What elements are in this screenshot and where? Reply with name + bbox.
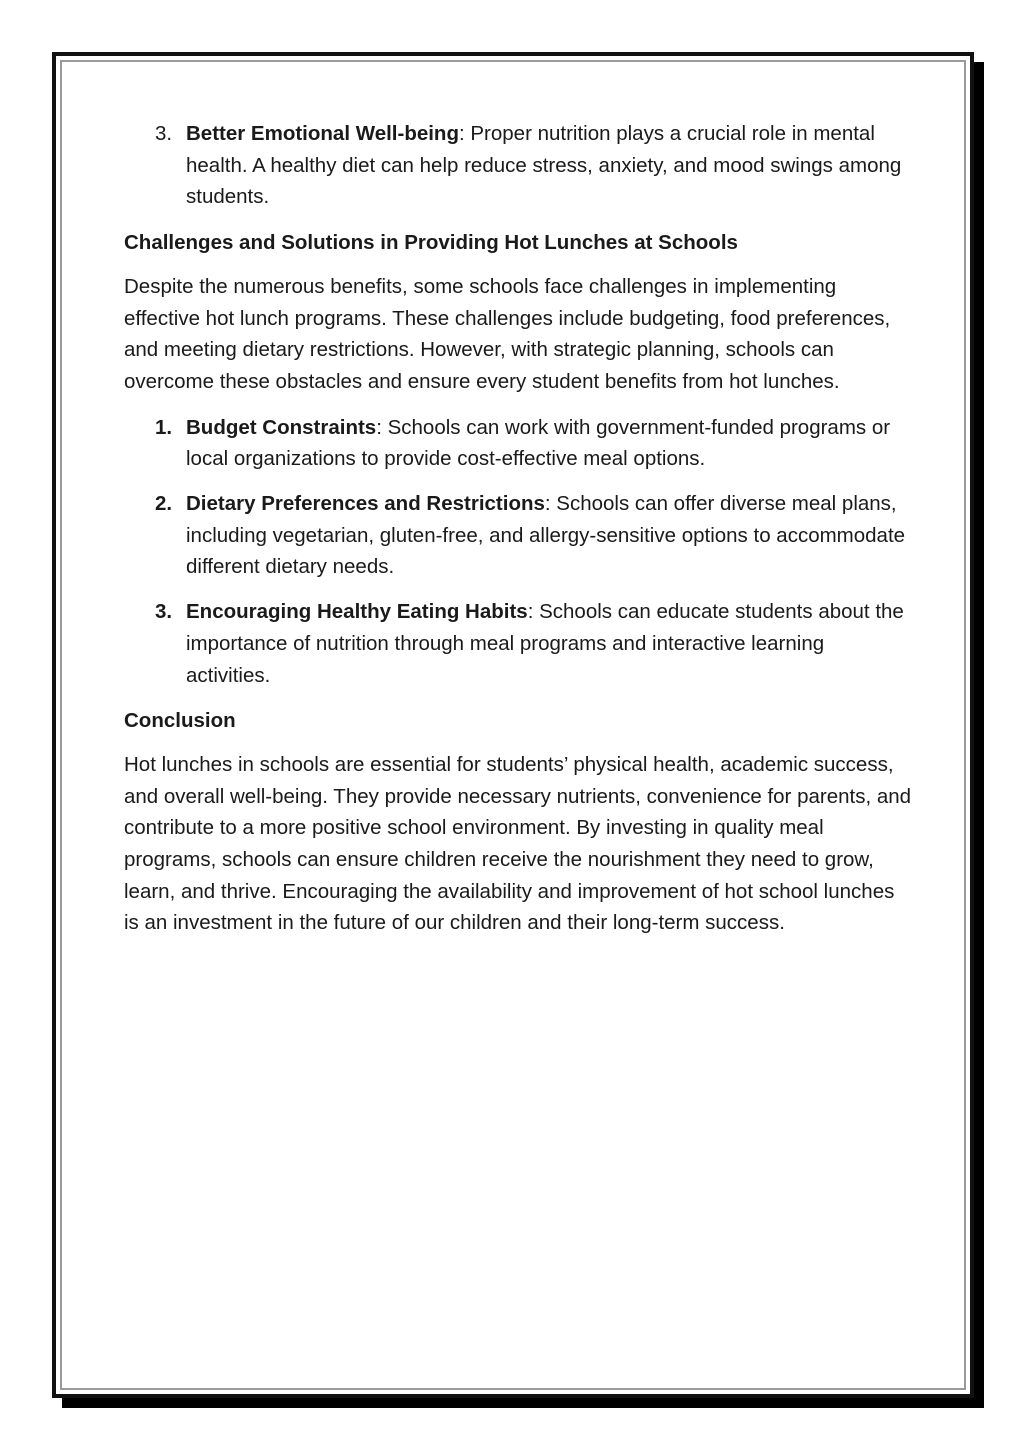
section-heading-conclusion: Conclusion	[124, 709, 236, 733]
list-item	[124, 118, 914, 213]
list-item-text: : Proper nutrition plays a crucial role in mental health. A healthy diet can help reduce stress, anxiety, and mood swings among students.	[186, 122, 902, 209]
document-body	[124, 118, 914, 953]
conclusion-paragraph: Hot lunches in schools are essential for students’ physical health, academic success, and overall well-being. They provide necessary nutrients, convenience for parents, and contribute to a more positive school environment. By investing in quality meal programs, schools can ensure children receive the nourishment they need to grow, learn, and thrive. Encouraging the availability and improvement of hot school lunches is an investment in the future of our children and their long-term success.	[124, 752, 912, 935]
challenges-paragraph: Despite the numerous benefits, some schools face challenges in implementing effective hot lunch programs. These challenges include budgeting, food preferences, and meeting dietary restrictions. However, with strategic planning, schools can overcome these obstacles and ensure every student benefits from hot lunches.	[124, 274, 891, 393]
list-item-term: Budget Constraints	[186, 415, 377, 439]
section-heading-challenges: Challenges and Solutions in Providing Hot Lunches at Schools	[124, 231, 738, 255]
list-number: 2.	[155, 492, 173, 516]
list-item-term: Encouraging Healthy Eating Habits	[186, 600, 528, 624]
list-number: 3.	[155, 122, 173, 145]
list-item	[124, 412, 914, 475]
list-item-term: Dietary Preferences and Restrictions	[186, 492, 545, 516]
list-item	[124, 488, 914, 583]
list-number: 1.	[155, 415, 173, 439]
list-item	[124, 596, 914, 691]
benefits-list-continued	[124, 118, 914, 213]
list-item-text: : Schools can educate students about the importance of nutrition through meal programs and interactive learning activities.	[186, 600, 904, 687]
list-item-term: Better Emotional Well-being	[186, 122, 459, 145]
list-item-text: : Schools can work with government-funded programs or local organizations to provide cost-effective meal options.	[186, 415, 891, 471]
solutions-list	[124, 412, 914, 692]
list-number: 3.	[155, 600, 173, 624]
list-item-text: : Schools can offer diverse meal plans, including vegetarian, gluten-free, and allergy-sensitive options to accommodate different dietary needs.	[186, 492, 906, 579]
